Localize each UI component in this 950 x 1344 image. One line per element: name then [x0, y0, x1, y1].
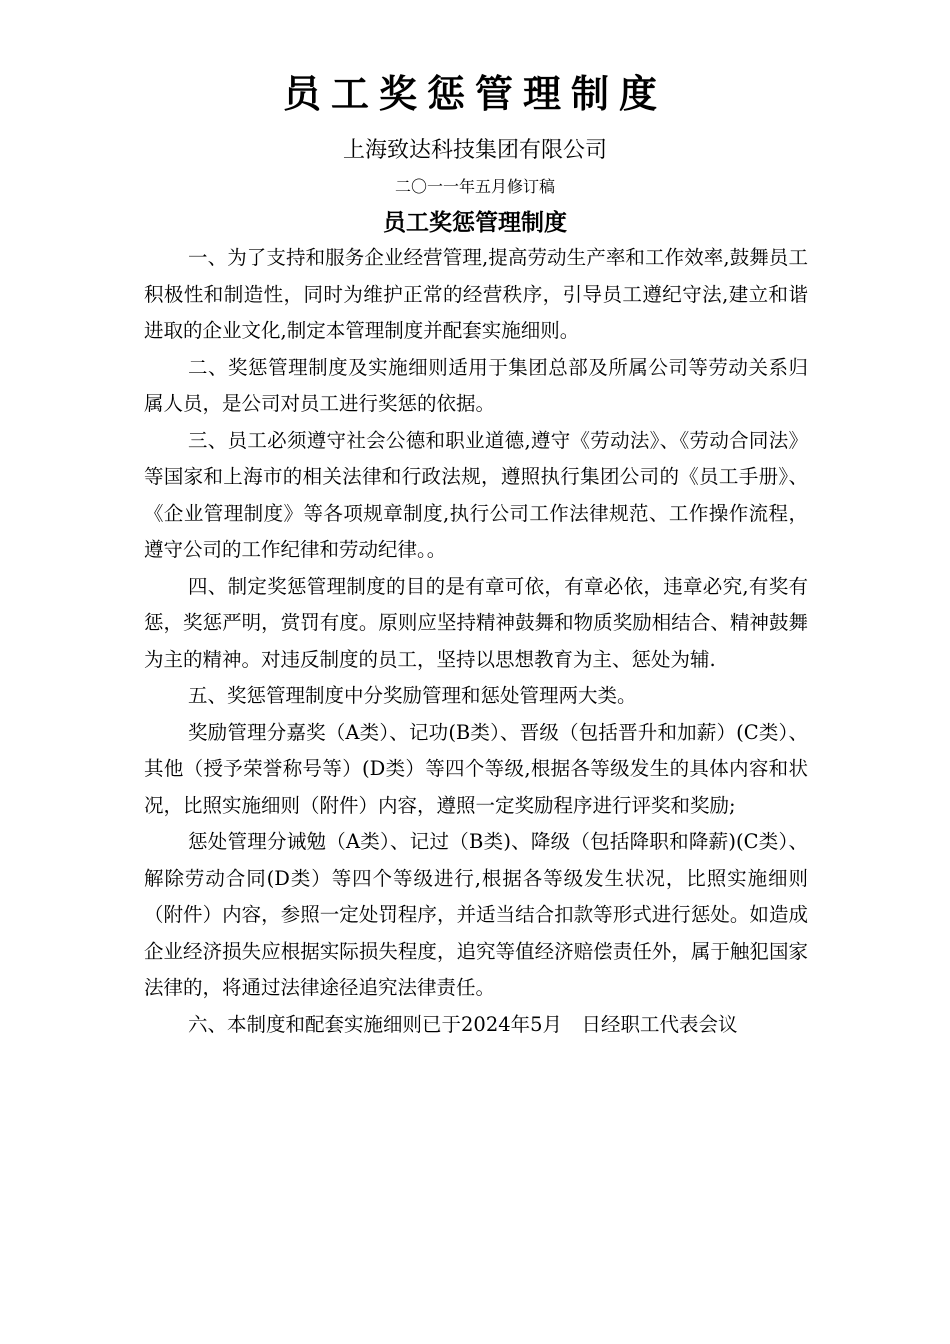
company-name: 上海致达科技集团有限公司: [342, 138, 607, 163]
paragraph-3: 三、员工必须遵守社会公德和职业道德,遵守《劳动法》、《劳动合同法》等国家和上海市的相关法律和行政法规，遵照执行集团公司的《员工手册》、《企业管理制度》等各项规章制度,执行公司工作法律规范、工作操作流程，遵守公司的工作纪律和劳动纪律。。: [144, 428, 808, 561]
document-body: [144, 240, 808, 1043]
paragraph-7: 惩处管理分诫勉（A类）、记过（B类)、降级（包括降职和降薪)(C类）、解除劳动合同(D类）等四个等级进行,根据各等级发生状况，比照实施细则（附件）内容，参照一定处罚程序，并适当结合扣款等形式进行惩处。如造成企业经济损失应根据实际损失程度，追究等值经济赔偿责任外，属于触犯国家法律的，将通过法律途径追究法律责任。: [144, 830, 808, 999]
document-title: 员工奖惩管理制度: [282, 71, 667, 116]
paragraph-4: 四、制定奖惩管理制度的目的是有章可依，有章必依，违章必究,有奖有惩，奖惩严明，赏罚有度。原则应坚持精神鼓舞和物质奖励相结合、精神鼓舞为主的精神。对违反制度的员工，坚持以思想教育为主、惩处为辅.: [144, 574, 808, 671]
revision-note: 二〇一一年五月修订稿: [394, 177, 555, 196]
paragraph-2: 二、奖惩管理制度及实施细则适用于集团总部及所属公司等劳动关系归属人员，是公司对员工进行奖惩的依据。: [144, 355, 808, 415]
paragraph-8: 六、本制度和配套实施细则已于2024年5月 日经职工代表会议: [188, 1012, 738, 1036]
paragraph-5: 五、奖惩管理制度中分奖励管理和惩处管理两大类。: [188, 684, 637, 707]
paragraph-1: 一、为了支持和服务企业经营管理,提高劳动生产率和工作效率,鼓舞员工积极性和制造性，同时为维护正常的经营秩序，引导员工遵纪守法,建立和谐进取的企业文化,制定本管理制度并配套实施细则。: [144, 246, 808, 342]
paragraph-6: 奖励管理分嘉奖（A类）、记功(B类）、晋级（包括晋升和加薪）(C类）、其他（授予荣誉称号等）(D类）等四个等级,根据各等级发生的具体内容和状况，比照实施细则（附件）内容，遵照一定奖励程序进行评奖和奖励;: [144, 720, 808, 817]
section-title: 员工奖惩管理制度: [383, 210, 567, 236]
